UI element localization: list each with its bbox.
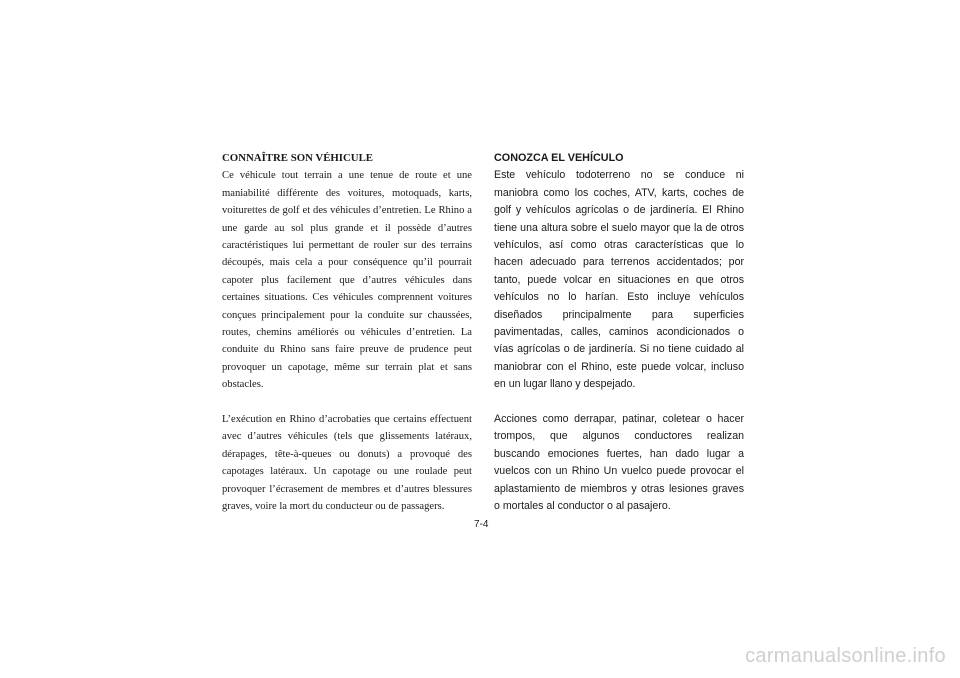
spanish-paragraph-2: Acciones como derrapar, patinar, coletear o hacer trompos, que algunos conductores realizan buscando emociones fuertes, han dado lugar a vuelcos con un Rhino Un vuelco puede provocar el aplastamiento de miembros y otras lesiones graves o mortales al conductor o al pasajero. xyxy=(494,413,744,513)
spanish-column xyxy=(494,150,744,516)
watermark: carmanualsonline.info xyxy=(745,645,946,667)
page-number: 7-4 xyxy=(474,519,489,530)
french-paragraph-1: Ce véhicule tout terrain a une tenue de route et une maniabilité différente des voitures, motoquads, karts, voiturettes de golf et des véhicules d’entretien. Le Rhino a une garde au sol plus grande et il possède d’autres caractéristiques lui permettant de rouler sur des terrains découpés, mais cela a pour conséquence qu’il pourrait capoter plus facilement que d’autres véhicules dans certaines situations. Ces véhicules comprennent voitures conçues principalement pour la conduite sur chaussées, routes, chemins améliorés ou véhicules d’entretien. La conduite du Rhino sans faire preuve de prudence peut provoquer un capotage, même sur terrain plat et sans obstacles. xyxy=(222,170,472,391)
french-column xyxy=(222,150,472,516)
french-heading: CONNAÎTRE SON VÉHICULE xyxy=(222,152,373,164)
french-paragraph-2: L’exécution en Rhino d’acrobaties que certains effectuent avec d’autres véhicules (tels que glissements latéraux, dérapages, tête-à-queues ou donuts) a provoqué des capotages latéraux. Un capotage ou une roulade peut provoquer l’écrasement de membres et d’autres blessures graves, voire la mort du conducteur ou de passagers. xyxy=(222,414,472,513)
spanish-paragraph-1: Este vehículo todoterreno no se conduce ni maniobra como los coches, ATV, karts, coches de golf y vehículos agrícolas o de jardinería. El Rhino tiene una altura sobre el suelo mayor que la de otros vehículos, así como otras características que lo hacen adecuado para terrenos accidentados; por tanto, puede volcar en situaciones en que otros vehículos no lo harían. Esto incluye vehículos diseñados principalmente para superficies pavimentadas, calles, caminos acondicionados o vías agrícolas o de jardinería. Si no tiene cuidado al maniobrar con el Rhino, este puede volcar, incluso en un lugar llano y despejado. xyxy=(494,169,744,391)
spanish-heading: CONOZCA EL VEHÍCULO xyxy=(494,152,624,164)
